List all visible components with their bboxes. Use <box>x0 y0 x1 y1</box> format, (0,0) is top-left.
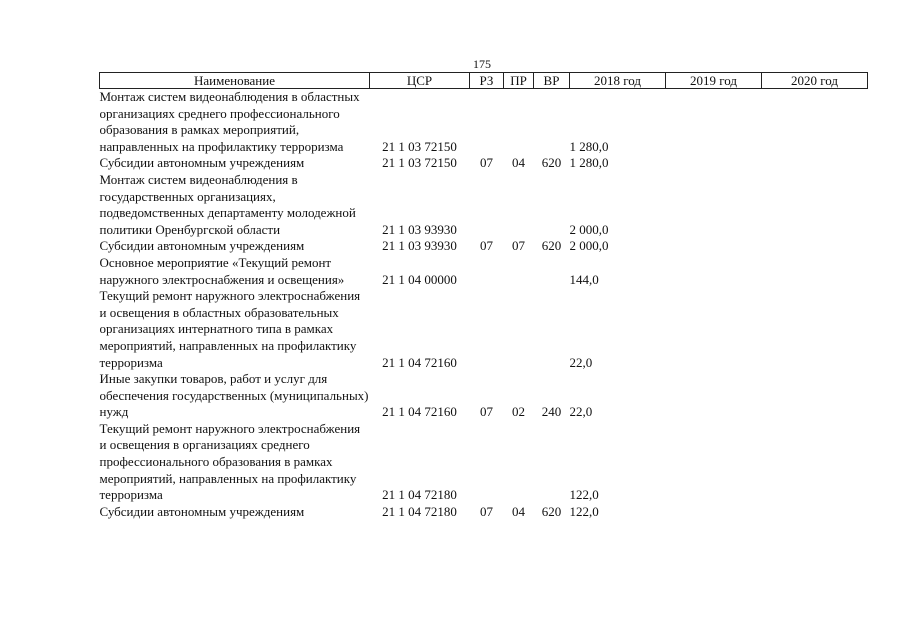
cell-y2020 <box>762 371 868 421</box>
cell-y2020 <box>762 255 868 288</box>
cell-csr: 21 1 03 93930 <box>382 238 457 254</box>
table-row <box>100 421 868 504</box>
table-row <box>100 238 868 255</box>
header-2018: 2018 год <box>570 73 666 89</box>
cell-y2019 <box>666 238 762 255</box>
cell-y2020 <box>762 238 868 255</box>
table-row <box>100 288 868 371</box>
budget-table <box>99 72 868 520</box>
cell-name: Субсидии автономным учреждениям <box>99 503 305 519</box>
table-row <box>100 155 868 172</box>
table-body <box>100 89 868 521</box>
cell-pr: 02 <box>512 404 525 420</box>
cell-rz <box>470 89 504 156</box>
cell-pr: 04 <box>512 503 525 519</box>
cell-vr: 240 <box>541 404 562 420</box>
header-pr: ПР <box>504 73 534 89</box>
cell-name: Текущий ремонт наружного электроснабжения и освещения в организациях среднего профессионального образования в рамках мероприятий, направленных на профилактику терроризма <box>99 420 361 503</box>
cell-vr <box>534 172 570 238</box>
cell-rz <box>470 288 504 371</box>
cell-y2020 <box>762 172 868 238</box>
cell-y2019 <box>666 421 762 504</box>
header-2019: 2019 год <box>666 73 762 89</box>
cell-rz: 07 <box>480 503 493 519</box>
header-name: Наименование <box>100 73 370 89</box>
cell-y2018: 2 000,0 <box>569 238 609 254</box>
cell-y2019 <box>666 255 762 288</box>
cell-csr: 21 1 03 93930 <box>382 221 457 237</box>
cell-y2019 <box>666 172 762 238</box>
cell-name: Текущий ремонт наружного электроснабжения и освещения в областных образовательных организациях интернатного типа в рамках мероприятий, направленных на профилактику терроризма <box>99 288 361 370</box>
cell-y2019 <box>666 504 762 521</box>
cell-name: Монтаж систем видеонаблюдения в государственных организациях, подведомственных департаменту молодежной политики Оренбургской области <box>99 171 356 237</box>
table-row <box>100 89 868 156</box>
cell-rz: 07 <box>480 238 493 254</box>
cell-y2018: 2 000,0 <box>569 221 609 237</box>
header-2020: 2020 год <box>762 73 868 89</box>
cell-name: Основное мероприятие «Текущий ремонт наружного электроснабжения и освещения» <box>99 254 345 287</box>
cell-csr: 21 1 04 72160 <box>382 404 457 420</box>
cell-y2020 <box>762 504 868 521</box>
cell-vr: 620 <box>541 503 562 519</box>
cell-csr: 21 1 04 72180 <box>382 503 457 519</box>
cell-name: Иные закупки товаров, работ и услуг для обеспечения государственных (муниципальных) нужд <box>99 371 369 420</box>
cell-vr <box>534 288 570 371</box>
header-csr: ЦСР <box>370 73 470 89</box>
cell-y2020 <box>762 421 868 504</box>
cell-pr: 04 <box>512 155 525 171</box>
cell-name: Субсидии автономным учреждениям <box>99 238 305 254</box>
cell-y2018: 122,0 <box>569 503 599 519</box>
table-row <box>100 255 868 288</box>
header-vr: ВР <box>534 73 570 89</box>
cell-rz <box>470 421 504 504</box>
cell-pr <box>504 421 534 504</box>
cell-name: Монтаж систем видеонаблюдения в областных организациях среднего профессионального образования в рамках мероприятий, направленных на профилактику терроризма <box>99 89 360 154</box>
cell-pr <box>504 255 534 288</box>
cell-csr: 21 1 04 00000 <box>382 271 457 287</box>
cell-pr <box>504 288 534 371</box>
cell-y2020 <box>762 155 868 172</box>
cell-y2019 <box>666 288 762 371</box>
cell-vr <box>534 89 570 156</box>
cell-pr <box>504 172 534 238</box>
cell-rz: 07 <box>480 155 493 171</box>
cell-y2018: 1 280,0 <box>569 138 609 154</box>
cell-rz: 07 <box>480 404 493 420</box>
cell-y2019 <box>666 371 762 421</box>
table-row <box>100 172 868 238</box>
cell-csr: 21 1 04 72160 <box>382 354 457 370</box>
table-row <box>100 371 868 421</box>
cell-rz <box>470 172 504 238</box>
cell-y2020 <box>762 89 868 156</box>
cell-y2019 <box>666 89 762 156</box>
cell-y2018: 122,0 <box>569 487 599 503</box>
table-header <box>100 73 868 89</box>
cell-vr: 620 <box>541 238 562 254</box>
cell-y2018: 144,0 <box>569 271 599 287</box>
cell-pr: 07 <box>512 238 525 254</box>
cell-y2018: 22,0 <box>569 354 593 370</box>
cell-y2019 <box>666 155 762 172</box>
table-row <box>100 504 868 521</box>
cell-y2020 <box>762 288 868 371</box>
cell-y2018: 22,0 <box>569 404 593 420</box>
cell-name: Субсидии автономным учреждениям <box>99 155 305 171</box>
cell-vr <box>534 421 570 504</box>
cell-csr: 21 1 03 72150 <box>382 138 457 154</box>
cell-csr: 21 1 04 72180 <box>382 487 457 503</box>
page-number: 175 <box>473 57 491 71</box>
header-rz: РЗ <box>470 73 504 89</box>
cell-csr: 21 1 03 72150 <box>382 155 457 171</box>
cell-vr: 620 <box>541 155 562 171</box>
cell-pr <box>504 89 534 156</box>
cell-vr <box>534 255 570 288</box>
cell-y2018: 1 280,0 <box>569 155 609 171</box>
cell-rz <box>470 255 504 288</box>
